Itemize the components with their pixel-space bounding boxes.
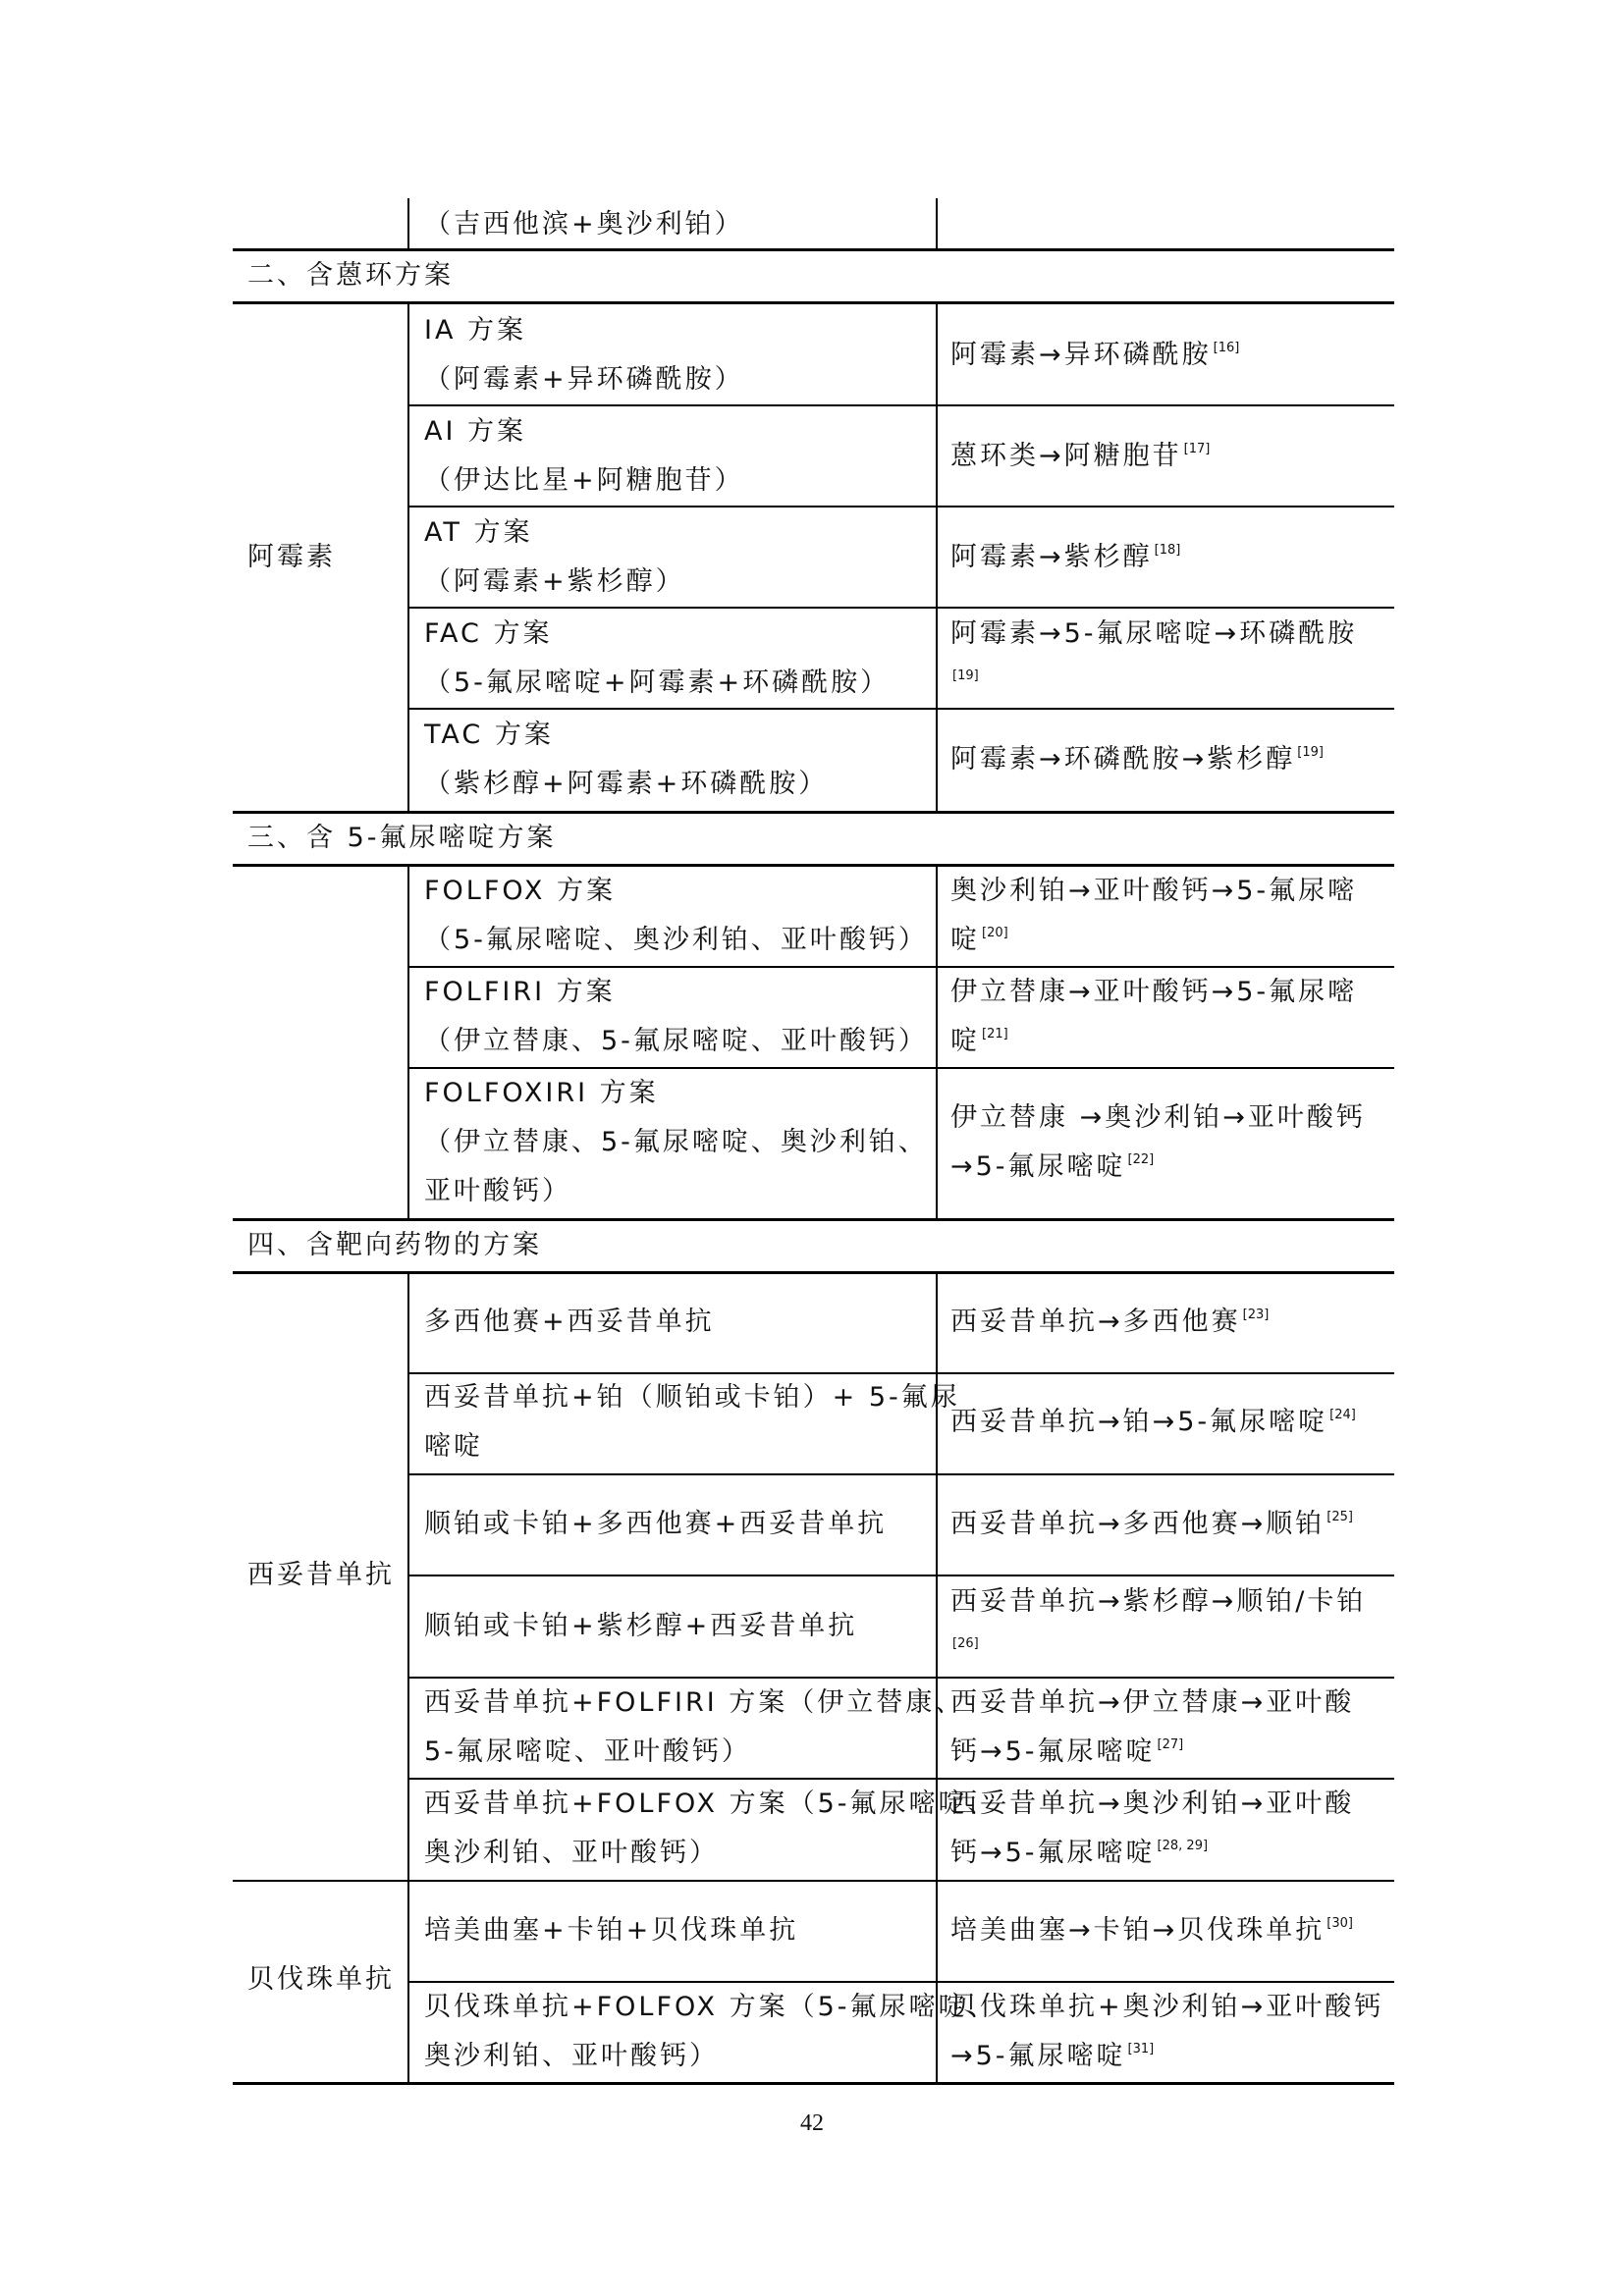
sequence: 西妥昔单抗→伊立替康→亚叶酸 <box>950 1687 1355 1718</box>
regimen: 西妥昔单抗+FOLFOX 方案（5-氟尿嘧啶、 <box>424 1789 998 1819</box>
regimen-components: （阿霉素+异环磷酰胺） <box>424 364 744 395</box>
regimen: 嘧啶 <box>424 1431 483 1462</box>
regimen: 培美曲塞+卡铂+贝伐珠单抗 <box>424 1915 799 1946</box>
regimen: 顺铂或卡铂+紫杉醇+西妥昔单抗 <box>424 1611 858 1641</box>
sequence: 西妥昔单抗→多西他赛 [23] <box>950 1307 1270 1337</box>
page-number: 42 <box>800 2110 824 2136</box>
table-border <box>407 708 1394 710</box>
sequence: 蒽环类→阿糖胞苷 [17] <box>950 441 1211 471</box>
sequence: 阿霉素→紫杉醇 [18] <box>950 542 1181 572</box>
citation: [22] <box>1127 1152 1155 1167</box>
regimen-components: 亚叶酸钙） <box>424 1176 571 1206</box>
regimen-name: FOLFIRI 方案 <box>424 977 616 1007</box>
regimen-components: （伊达比星+阿糖胞苷） <box>424 465 744 496</box>
table-border <box>407 198 409 249</box>
sequence: 伊立替康 →奥沙利铂→亚叶酸钙 <box>950 1102 1366 1133</box>
table-border <box>233 2082 1394 2085</box>
regimen: 贝伐珠单抗+FOLFOX 方案（5-氟尿嘧啶、 <box>424 1992 998 2022</box>
citation: [20] <box>982 926 1008 940</box>
sequence: 培美曲塞→卡铂→贝伐珠单抗 [30] <box>950 1915 1353 1946</box>
sequence: 伊立替康→亚叶酸钙→5-氟尿嘧 <box>950 977 1358 1007</box>
regimen-name: FOLFOXIRI 方案 <box>424 1078 659 1108</box>
drug-group: 西妥昔单抗 <box>247 1560 395 1590</box>
table-border <box>936 198 938 249</box>
section-title: 二、含蒽环方案 <box>247 260 454 291</box>
citation: [25] <box>1326 1510 1353 1524</box>
regimen-name: IA 方案 <box>424 315 527 346</box>
table-border <box>407 866 409 1219</box>
sequence: 啶 [21] <box>950 1026 1008 1056</box>
regimen: 西妥昔单抗+铂（顺铂或卡铂）+ 5-氟尿 <box>424 1382 960 1413</box>
regimen-components: （伊立替康、5-氟尿嘧啶、亚叶酸钙） <box>424 1026 928 1056</box>
sequence: 阿霉素→环磷酰胺→紫杉醇 [19] <box>950 744 1324 774</box>
sequence: 阿霉素→5-氟尿嘧啶→环磷酰胺 <box>950 618 1358 649</box>
section-title: 三、含 5-氟尿嘧啶方案 <box>247 823 557 853</box>
sequence: →5-氟尿嘧啶 [22] <box>950 1151 1155 1182</box>
regimen-components: （紫杉醇+阿霉素+环磷酰胺） <box>424 769 829 799</box>
sequence: 奥沙利铂→亚叶酸钙→5-氟尿嘧 <box>950 876 1358 906</box>
drug-group: 贝伐珠单抗 <box>247 1964 395 1995</box>
regimen-components: （伊立替康、5-氟尿嘧啶、奥沙利铂、 <box>424 1127 928 1157</box>
regimen-name: TAC 方案 <box>424 720 554 750</box>
regimen-name: FAC 方案 <box>424 618 553 649</box>
table-border <box>407 303 409 812</box>
table-border <box>407 1473 1394 1475</box>
sequence: 西妥昔单抗→多西他赛→顺铂 [25] <box>950 1509 1353 1539</box>
table-border <box>407 506 1394 507</box>
sequence: 阿霉素→异环磷酰胺 [16] <box>950 340 1240 370</box>
citation: [21] <box>982 1027 1008 1041</box>
table-border <box>407 404 1394 406</box>
citation: [17] <box>1183 442 1211 456</box>
regimen: 奥沙利铂、亚叶酸钙） <box>424 2041 719 2071</box>
table-border <box>407 607 1394 609</box>
citation: [31] <box>1127 2042 1155 2056</box>
citation: [27] <box>1157 1737 1184 1752</box>
sequence: →5-氟尿嘧啶 [31] <box>950 2041 1155 2071</box>
sequence <box>950 1627 979 1681</box>
regimen: 顺铂或卡铂+多西他赛+西妥昔单抗 <box>424 1509 888 1539</box>
regimen: 西妥昔单抗+FOLFIRI 方案（伊立替康、 <box>424 1687 965 1718</box>
sequence: 西妥昔单抗→紫杉醇→顺铂/卡铂 <box>950 1586 1367 1617</box>
citation: [16] <box>1213 341 1240 355</box>
regimen-components: （5-氟尿嘧啶+阿霉素+环磷酰胺） <box>424 667 891 698</box>
sequence: 西妥昔单抗→奥沙利铂→亚叶酸 <box>950 1789 1355 1819</box>
citation: [19] <box>1297 745 1324 760</box>
drug-group: 阿霉素 <box>247 542 336 572</box>
sequence: 钙→5-氟尿嘧啶 [28, 29] <box>950 1838 1209 1868</box>
regimen-components: （5-氟尿嘧啶、奥沙利铂、亚叶酸钙） <box>424 925 928 955</box>
top-row-combo: （吉西他滨+奥沙利铂） <box>424 209 744 240</box>
regimen-name: AT 方案 <box>424 517 533 548</box>
table-border <box>233 1880 1394 1882</box>
citation: [30] <box>1326 1916 1353 1931</box>
regimen: 多西他赛+西妥昔单抗 <box>424 1307 715 1337</box>
section-title: 四、含靶向药物的方案 <box>247 1230 542 1260</box>
sequence: 西妥昔单抗→铂→5-氟尿嘧啶 [24] <box>950 1407 1356 1437</box>
regimen: 奥沙利铂、亚叶酸钙） <box>424 1838 719 1868</box>
sequence: 钙→5-氟尿嘧啶 [27] <box>950 1736 1184 1767</box>
sequence: 啶 [20] <box>950 925 1008 955</box>
citation: [28, 29] <box>1157 1839 1209 1853</box>
regimen: 5-氟尿嘧啶、亚叶酸钙） <box>424 1736 751 1767</box>
citation: [26] <box>952 1636 979 1651</box>
table-border <box>407 1575 1394 1576</box>
citation: [23] <box>1242 1308 1270 1322</box>
sequence: 贝伐珠单抗+奥沙利铂→亚叶酸钙 <box>950 1992 1384 2022</box>
sequence <box>950 659 979 713</box>
citation: [19] <box>952 668 979 683</box>
citation: [24] <box>1329 1408 1356 1422</box>
regimen-components: （阿霉素+紫杉醇） <box>424 566 685 597</box>
table-border <box>936 303 938 812</box>
citation: [18] <box>1154 543 1181 558</box>
regimen-name: AI 方案 <box>424 416 527 447</box>
table-border <box>936 866 938 1219</box>
regimen-name: FOLFOX 方案 <box>424 876 616 906</box>
